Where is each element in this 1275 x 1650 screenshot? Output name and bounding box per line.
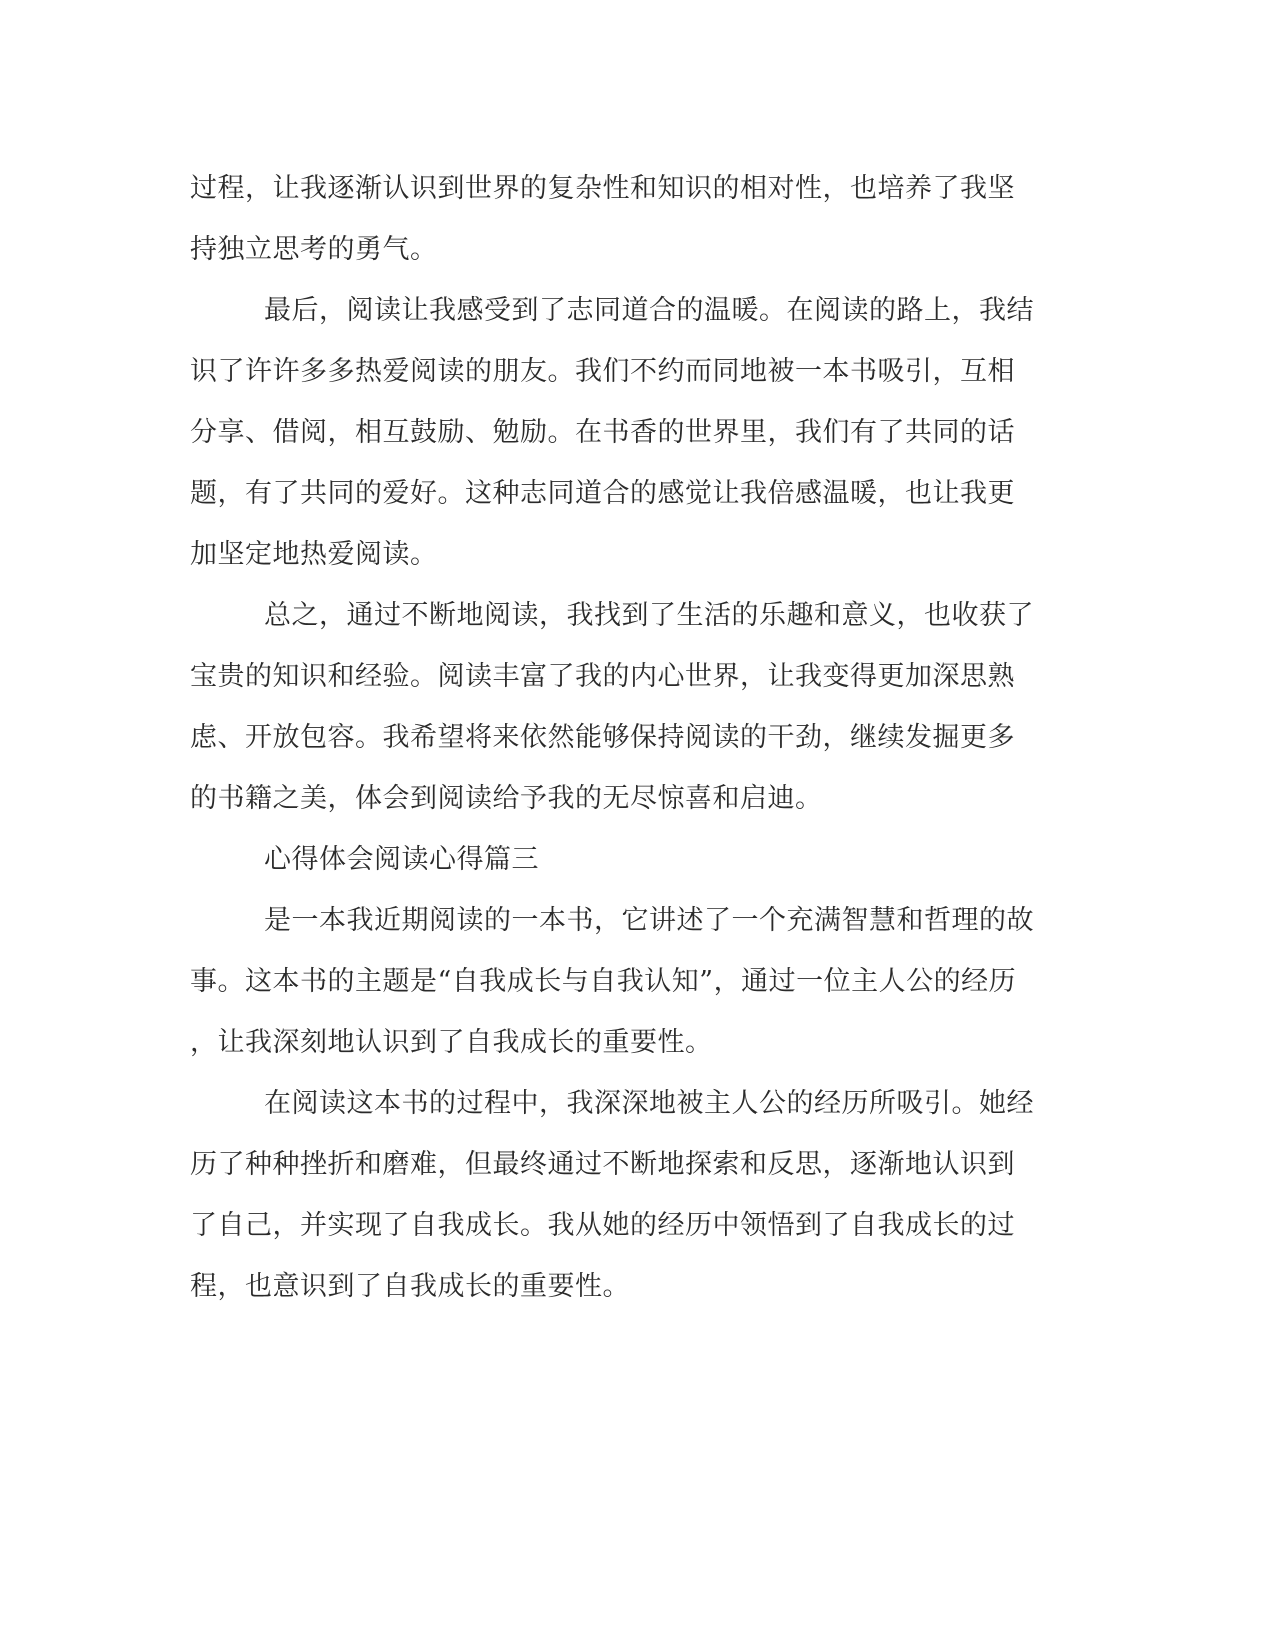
section-heading: 心得体会阅读心得篇三 (264, 844, 539, 875)
text-line: 虑、开放包容。我希望将来依然能够保持阅读的干劲，继续发掘更多 (190, 722, 1015, 753)
text-line: 历了种种挫折和磨难，但最终通过不断地探索和反思，逐渐地认识到 (190, 1149, 1015, 1180)
text-line: 持独立思考的勇气。 (190, 234, 438, 265)
text-line: 总之，通过不断地阅读，我找到了生活的乐趣和意义，也收获了 (264, 600, 1034, 631)
text-line: 的书籍之美，体会到阅读给予我的无尽惊喜和启迪。 (190, 783, 823, 814)
document-body (190, 158, 1080, 1317)
paragraph-2 (190, 280, 1080, 585)
text-line: 过程，让我逐渐认识到世界的复杂性和知识的相对性，也培养了我坚 (190, 173, 1015, 204)
text-line: 了自己，并实现了自我成长。我从她的经历中领悟到了自我成长的过 (190, 1210, 1015, 1241)
text-line: 程，也意识到了自我成长的重要性。 (190, 1271, 630, 1302)
paragraph-1 (190, 158, 1080, 280)
text-line: 加坚定地热爱阅读。 (190, 539, 438, 570)
text-line: 是一本我近期阅读的一本书，它讲述了一个充满智慧和哲理的故 (264, 905, 1034, 936)
paragraph-4 (190, 890, 1080, 1073)
text-line: 分享、借阅，相互鼓励、勉励。在书香的世界里，我们有了共同的话 (190, 417, 1015, 448)
paragraph-5 (190, 1073, 1080, 1317)
text-line: 识了许许多多热爱阅读的朋友。我们不约而同地被一本书吸引，互相 (190, 356, 1015, 387)
paragraph-3 (190, 585, 1080, 829)
text-line: 事。这本书的主题是“自我成长与自我认知”，通过一位主人公的经历 (190, 966, 1017, 997)
text-line: 宝贵的知识和经验。阅读丰富了我的内心世界，让我变得更加深思熟 (190, 661, 1015, 692)
text-line: 题，有了共同的爱好。这种志同道合的感觉让我倍感温暖，也让我更 (190, 478, 1015, 509)
text-line: 在阅读这本书的过程中，我深深地被主人公的经历所吸引。她经 (264, 1088, 1034, 1119)
text-line: ，让我深刻地认识到了自我成长的重要性。 (190, 1027, 713, 1058)
text-line: 最后，阅读让我感受到了志同道合的温暖。在阅读的路上，我结 (264, 295, 1034, 326)
